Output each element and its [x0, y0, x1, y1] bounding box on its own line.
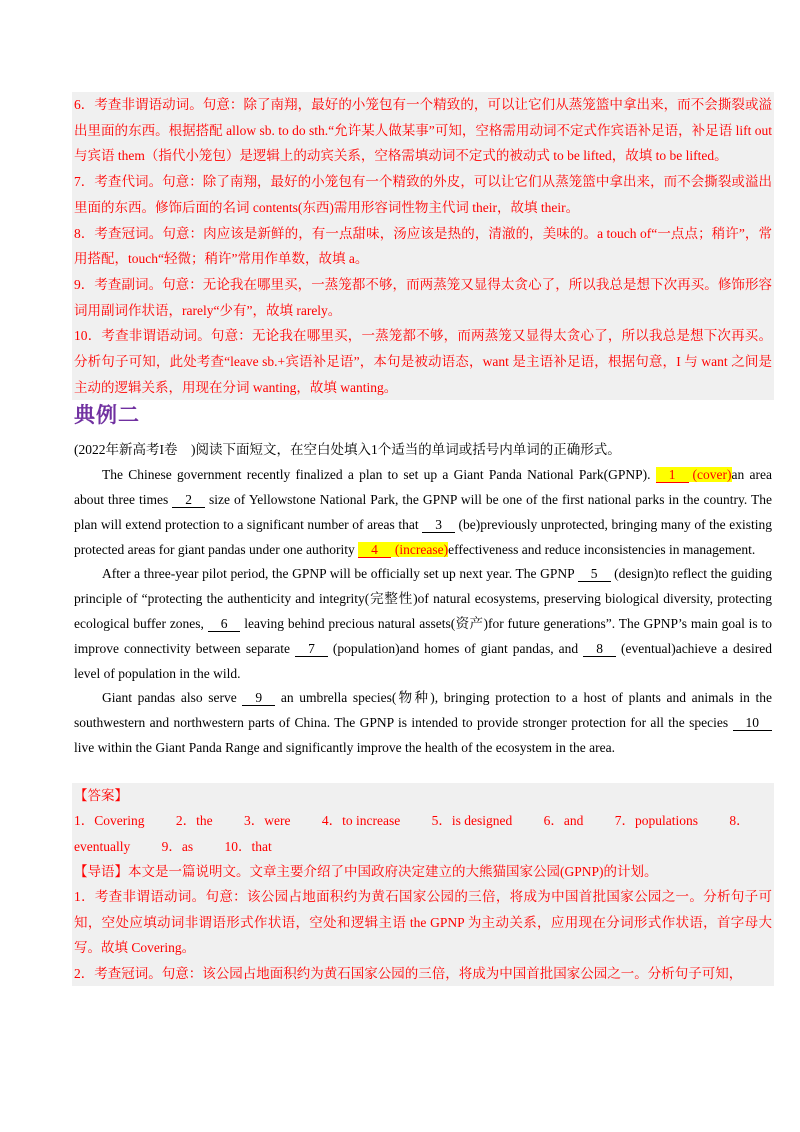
answer-item — [162, 839, 194, 854]
answer-text: that — [251, 838, 272, 854]
answer-item — [176, 813, 213, 828]
answer-box — [72, 783, 774, 986]
answers-list — [74, 808, 772, 859]
passage-paragraph — [72, 463, 774, 562]
answer-item — [615, 813, 698, 828]
answer-item — [432, 813, 513, 828]
answer-text: as — [181, 838, 194, 854]
passage-text: an area about three times — [74, 467, 772, 508]
blank-10: 10 — [733, 716, 773, 731]
passage-paragraph — [72, 562, 774, 686]
answer-number: 2． — [175, 813, 197, 829]
passage-text: an umbrella species(物种), bringing protection to a host of plants and animals in the southwestern and northwestern parts of China. The GPNP is intended to provide stronger protection for all the species — [74, 690, 772, 731]
answer-label: 【答案】 — [74, 787, 128, 803]
answer-number: 5． — [431, 813, 452, 829]
answer-item — [244, 813, 290, 828]
answer-number: 10． — [224, 838, 252, 854]
answer-number: 3． — [244, 813, 265, 829]
passage-text: (design)to reflect the guiding principle of “protecting the authenticity and integrity(完整性)of natural ecosystems, preserving biological diversity, protecting ecological buffer zones, — [74, 566, 772, 632]
passage-text: After a three-year pilot period, the GPNP will be officially set up next year. The GPNP — [102, 566, 578, 582]
passage-text: (population)and homes of giant pandas, and — [327, 640, 584, 656]
explanation-item: 8．考查冠词。句意：肉应该是新鲜的，有一点甜味，汤应该是热的，清澈的，美味的。a touch of“一点点；稍许”，常用搭配，touch“轻微；稍许”常用作单数，故填 a。 — [74, 225, 772, 267]
passage-text: leaving behind precious natural assets(资产)for future generations”. The GPNP’s main goal is to improve connectivity between separate — [74, 616, 772, 656]
section-heading: 典例二 — [74, 403, 140, 428]
previous-explanations-box — [72, 92, 774, 400]
explanation-item: 10．考查非谓语动词。句意：无论我在哪里买，一蒸笼都不够，而两蒸笼又显得太贪心了，所以我总是想下次再买。分析句子可知，此处考查“leave sb.+宾语补足语”，本句是被动语态，want 是主语补足语，根据句意，I 与 want 之间是主动的逻辑关系，用现在分词 wanting，故填 wanting。 — [74, 328, 772, 395]
answer-number: 6． — [543, 813, 564, 829]
highlighted-blank — [656, 467, 732, 482]
blank-6: 6 — [208, 617, 241, 632]
exercise-instruction: (2022年新高考I卷 )阅读下面短文，在空白处填入1个适当的单词或括号内单词的正确形式。 — [74, 442, 621, 458]
answer-item — [322, 813, 400, 828]
answer-text: to increase — [342, 813, 401, 829]
word-hint: (increase) — [394, 541, 449, 557]
blank-3: 3 — [422, 518, 455, 533]
answer-item — [224, 839, 271, 854]
blank-7: 7 — [295, 642, 328, 657]
answer-text: populations — [634, 813, 698, 829]
passage-text: The Chinese government recently finalized a plan to set up a Giant Panda National Park(GPNP). — [102, 467, 656, 483]
guide-text: 本文是一篇说明文。文章主要介绍了中国政府决定建立的大熊猫国家公园(GPNP)的计划。 — [128, 864, 658, 880]
page-content — [72, 0, 774, 986]
explanation-item: 1．考查非谓语动词。句意：该公园占地面积约为黄石国家公园的三倍，将成为中国首批国家公园之一。分析句子可知，空处应填动词非谓语形式作状语，空处和逻辑主语 the GPNP 为主动关系，应用现在分词形式作状语，首字母大写。故填 Covering。 — [74, 889, 772, 956]
explanation-item: 9．考查副词。句意：无论我在哪里买，一蒸笼都不够，而两蒸笼又显得太贪心了，所以我总是想下次再买。修饰形容词用副词作状语，rarely“少有”，故填 rarely。 — [74, 276, 772, 318]
answer-number: 9． — [161, 838, 182, 854]
blank-9: 9 — [242, 691, 275, 706]
blank-2: 2 — [172, 493, 205, 508]
answer-item — [544, 813, 584, 828]
highlighted-blank — [358, 542, 448, 557]
guide-paragraph — [74, 859, 772, 884]
word-hint: (cover) — [692, 467, 732, 483]
passage-text: effectiveness and reduce inconsistencies in management. — [448, 541, 756, 557]
passage-text: live within the Giant Panda Range and significantly improve the health of the ecosystem in the area. — [74, 740, 615, 755]
answer-text: were — [264, 813, 291, 829]
answer-item — [74, 813, 145, 828]
answer-number: 8． — [729, 813, 750, 829]
answer-text: Covering — [94, 813, 145, 829]
answer-text: eventually — [74, 838, 131, 854]
answer-text: is designed — [451, 813, 513, 829]
passage-text: (eventual)achieve a desired level of population in the wild. — [74, 640, 772, 681]
answer-text: the — [196, 813, 213, 829]
answer-text: and — [563, 813, 584, 829]
passage-text: Giant pandas also serve — [102, 690, 243, 706]
passage-text: size of Yellowstone National Park, the GPNP will be one of the first national parks in the country. The plan will extend protection to a significant number of areas that — [74, 492, 772, 532]
blank-4: 4 — [358, 543, 391, 558]
reading-passage — [72, 463, 774, 761]
passage-text: (be)previously unprotected, bringing many of the existing protected areas for giant pandas under one authority — [74, 516, 772, 557]
passage-paragraph — [72, 686, 774, 760]
explanation-item: 7．考查代词。句意：除了南翔，最好的小笼包有一个精致的外皮，可以让它们从蒸笼篮中拿出来，而不会撕裂或溢出里面的东西。修饰后面的名词 contents(东西)需用形容词性物主代词 their，故填 their。 — [74, 174, 772, 215]
answer-number: 1． — [74, 813, 95, 829]
explanation-item: 2．考查冠词。句意：该公园占地面积约为黄石国家公园的三倍，将成为中国首批国家公园之一。分析句子可知， — [74, 965, 743, 981]
blank-8: 8 — [583, 642, 616, 657]
answer-number: 7． — [614, 813, 635, 829]
blank-5: 5 — [578, 567, 611, 582]
explanation-item: 6．考查非谓语动词。句意：除了南翔，最好的小笼包有一个精致的，可以让它们从蒸笼篮中拿出来，而不会撕裂或溢出里面的东西。根据搭配 allow sb. to do sth.“允许某人做某事”可知，空格需用动词不定式作宾语补足语，补足语 lift out 与宾语 them（指代小笼包）是逻辑上的动宾关系，空格需填动词不定式的被动式 to be lifted，故填 to be lifted。 — [74, 97, 772, 164]
blank-1: 1 — [656, 468, 689, 483]
guide-label: 【导语】 — [74, 864, 128, 880]
answer-number: 4． — [321, 813, 343, 829]
